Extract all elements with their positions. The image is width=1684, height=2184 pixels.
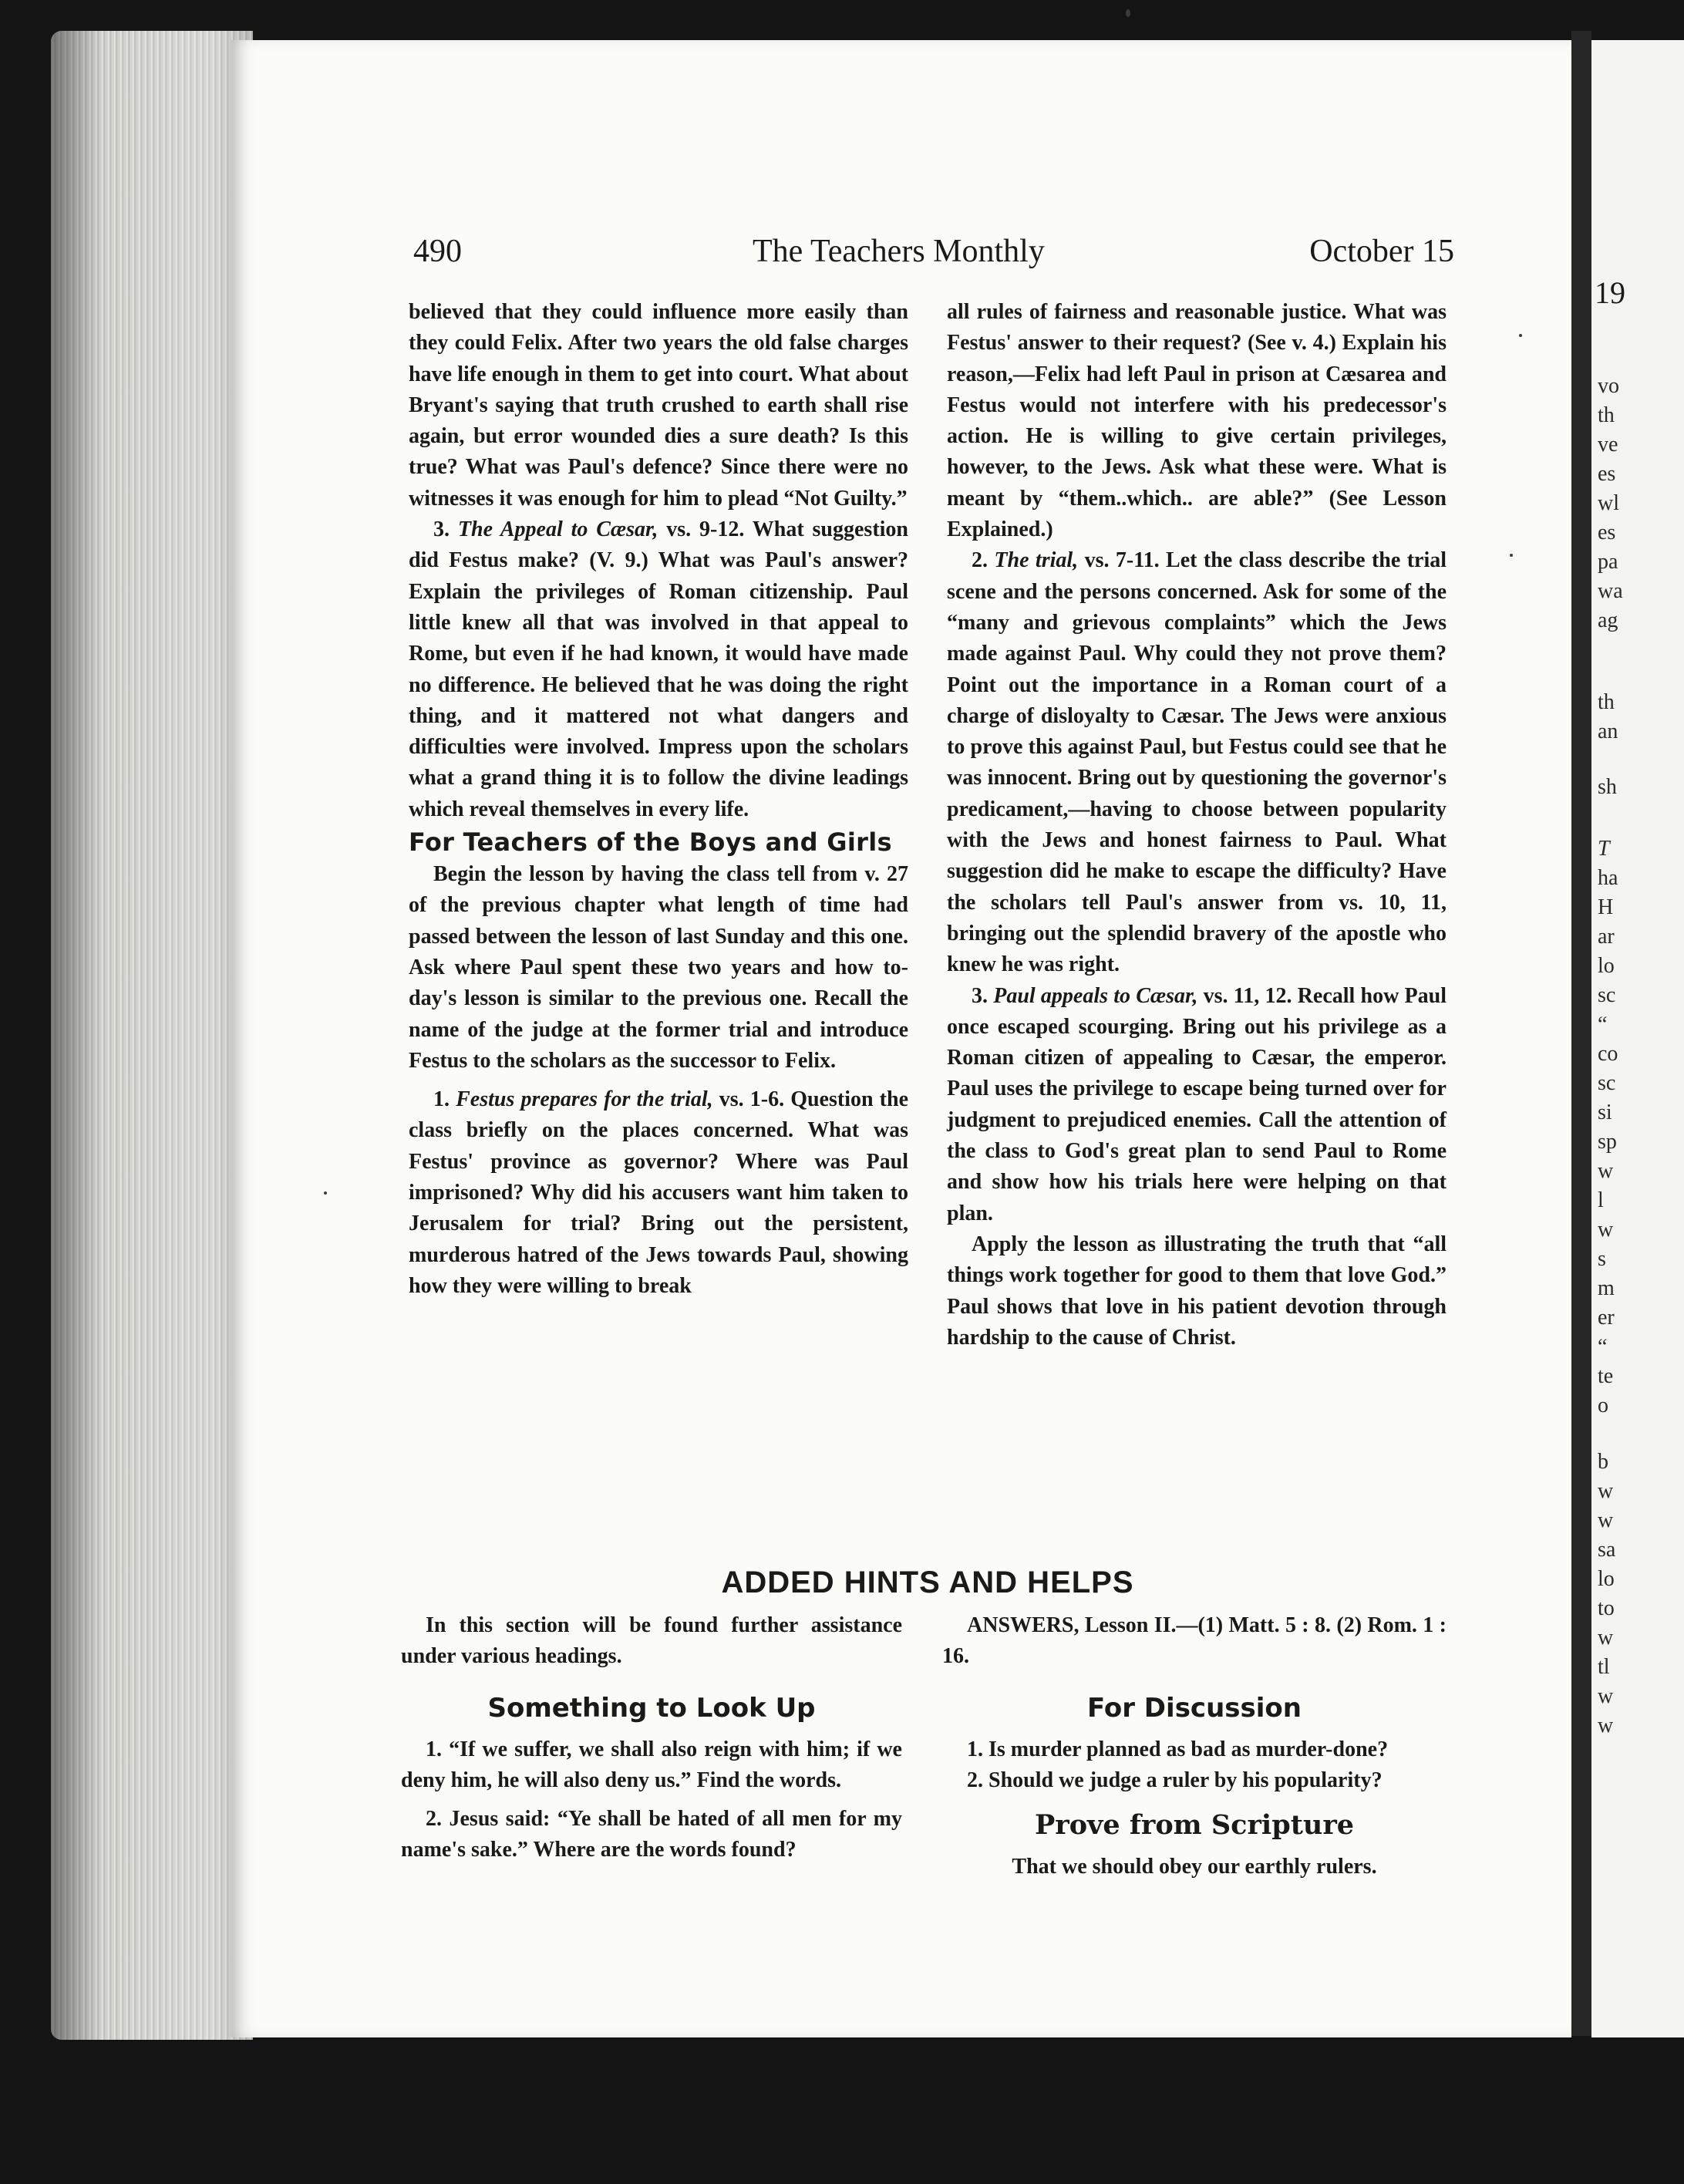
next-page-line-fragment: vo — [1598, 374, 1619, 398]
paragraph: believed that they could influence more easily than they could Felix. After two years the old false charges have life enough in them to get into court. What about Bryant's saying that truth crushed to earth shall rise again, but error wounded dies a sure death? Is this true? What was Paul's defence? Since there were no witnesses it was enough for him to plead “Not Guilty.” — [409, 300, 908, 511]
next-page-line-fragment: te — [1598, 1364, 1614, 1388]
discussion-item: 1. Is murder planned as bad as murder-done? — [967, 1737, 1389, 1761]
running-header — [413, 233, 1454, 279]
topic-heading: The trial, — [994, 548, 1079, 573]
next-page-line-fragment: an — [1598, 720, 1618, 743]
book-page-edges — [51, 31, 253, 2040]
next-page-line-fragment: wl — [1598, 491, 1619, 515]
next-page-line-fragment: s — [1598, 1247, 1606, 1271]
next-page-line-fragment: th — [1598, 403, 1615, 427]
page-number: 490 — [413, 234, 462, 269]
left-column — [409, 297, 908, 1302]
intro-paragraph: In this section will be found further assistance under various headings. — [401, 1613, 902, 1669]
paragraph: 3. Paul appeals to Cæsar, vs. 11, 12. Recall how Paul once escaped scourging. Bring out his privilege as a Roman citizen of appealing to Cæsar, the emperor. Paul uses the privilege to escape being turned over for judgment to prejudiced enemies. Call the attention of the class to God's great plan to send Paul to Rome and show how his trials here were helping on that plan. — [947, 983, 1447, 1225]
next-page-line-fragment: lo — [1598, 954, 1615, 978]
next-page-line-fragment: pa — [1598, 550, 1618, 574]
next-page-line-fragment: ha — [1598, 866, 1618, 890]
next-page-line-fragment: co — [1598, 1042, 1618, 1066]
next-page-line-fragment: si — [1598, 1100, 1612, 1124]
paragraph: all rules of fairness and reasonable justice. What was Festus' answer to their request? (See v. 4.) Explain his reason,—Felix had left Paul in prison at Cæsarea and Festus would not interfere with his predecessor's action. He is willing to give certain privileges, however, to the Jews. Ask what these were. What is meant by “them..which.. are able?” (See Lesson Explained.) — [947, 300, 1447, 542]
paragraph: Apply the lesson as illustrating the truth that “all things work together for good to them that love God.” Paul shows that love in his patient devotion through hardship to the cause of Christ. — [947, 1232, 1447, 1350]
paragraph: 1. Festus prepares for the trial, vs. 1-6. Question the class briefly on the places concerned. What was Festus' province as governor? Where was Paul imprisoned? Why did his accusers want him taken to Jerusalem for trial? Bring out the persistent, murderous hatred of the Jews towards Paul, showing how they were willing to break — [409, 1087, 908, 1298]
next-page-line-fragment: w — [1598, 1159, 1614, 1183]
next-page-line-fragment: wa — [1598, 579, 1623, 603]
paragraph: Begin the lesson by having the class tell from v. 27 of the previous chapter what length of time had passed between the lesson of last Sunday and this one. Ask where Paul spent these two years and how to-day's lesson is similar to the previous one. Recall the name of the judge at the former trial and introduce Festus to the scholars as the successor to Felix. — [409, 862, 908, 1073]
next-page-line-fragment: es — [1598, 462, 1616, 486]
next-page-line-fragment: “ — [1598, 1013, 1608, 1036]
discussion-heading: For Discussion — [1087, 1692, 1302, 1724]
look-up-heading: Something to Look Up — [487, 1692, 816, 1724]
hints-left-column — [401, 1610, 902, 1866]
section-subheading: For Teachers of the Boys and Girls — [409, 827, 892, 858]
next-page-line-fragment: tl — [1598, 1655, 1610, 1679]
next-page-line-fragment: “ — [1598, 1335, 1608, 1359]
prove-text: That we should obey our earthly rulers. — [1012, 1855, 1377, 1879]
next-page-line-fragment: w — [1598, 1218, 1614, 1242]
next-page-line-fragment: es — [1598, 521, 1616, 544]
discussion-item: 2. Should we judge a ruler by his popularity? — [967, 1768, 1383, 1792]
journal-title: The Teachers Monthly — [753, 234, 1045, 269]
topic-heading: Festus prepares for the trial, — [456, 1087, 713, 1112]
next-page-line-fragment: ar — [1598, 925, 1615, 949]
next-page-line-fragment: sp — [1598, 1130, 1617, 1154]
next-page-line-fragment: ve — [1598, 433, 1618, 457]
look-up-item: 2. Jesus said: “Ye shall be hated of all men for my name's sake.” Where are the words found? — [401, 1807, 902, 1862]
next-page-line-fragment: th — [1598, 690, 1615, 714]
next-page-line-fragment: er — [1598, 1306, 1615, 1330]
issue-date: October 15 — [1309, 234, 1454, 269]
next-page-line-fragment: w — [1598, 1714, 1614, 1737]
next-page-line-fragment: b — [1598, 1450, 1608, 1474]
next-page-line-fragment: sc — [1598, 1071, 1616, 1095]
next-page-line-fragment: ag — [1598, 608, 1618, 632]
next-page-line-fragment: w — [1598, 1508, 1614, 1532]
book-gutter — [1571, 31, 1591, 2036]
look-up-item: 1. “If we suffer, we shall also reign with him; if we deny him, he will also deny us.” Find the words. — [401, 1737, 902, 1792]
hints-right-column — [942, 1610, 1447, 1882]
next-page-number: 19 — [1595, 275, 1625, 310]
next-page-line-fragment: H — [1598, 895, 1614, 919]
next-page-line-fragment: w — [1598, 1626, 1614, 1650]
next-page-line-fragment: T — [1598, 837, 1610, 861]
next-page-line-fragment: m — [1598, 1276, 1615, 1300]
right-column — [947, 297, 1447, 1353]
section-title: ADDED HINTS AND HELPS — [721, 1566, 1134, 1599]
next-page-line-fragment: sh — [1598, 775, 1617, 799]
next-page-fragment — [1591, 40, 1684, 2037]
next-page-line-fragment: sa — [1598, 1538, 1616, 1562]
next-page-line-fragment: w — [1598, 1684, 1614, 1708]
next-page-line-fragment: o — [1598, 1394, 1608, 1417]
next-page-line-fragment: sc — [1598, 983, 1616, 1007]
next-page-line-fragment: w — [1598, 1479, 1614, 1503]
topic-heading: Paul appeals to Cæsar, — [993, 983, 1198, 1008]
paragraph: 3. The Appeal to Cæsar, vs. 9-12. What suggestion did Festus make? (V. 9.) What was Paul's answer? Explain the privileges of Roman citizenship. Paul little knew all that was involved in that appeal to Rome, but even if he had known, it would have made no difference. He believed that he was doing the right thing, and it mattered not what dangers and difficulties were involved. Impress upon the scholars what a grand thing it is to follow the divine leadings which reveal themselves in every life. — [409, 517, 909, 821]
answers-paragraph: ANSWERS, Lesson II.—(1) Matt. 5 : 8. (2) Rom. 1 : 16. — [942, 1613, 1447, 1669]
prove-heading: Prove from Scripture — [1034, 1809, 1355, 1842]
paragraph: 2. The trial, vs. 7-11. Let the class describe the trial scene and the persons concerned. Ask for some of the “many and grievous complaints” which the Jews made against Paul. Why could they not prove them? Point out the importance in a Roman court of a charge of disloyalty to Cæsar. The Jews were anxious to prove this against Paul, but Festus could see that he was innocent. Bring out by questioning the governor's predicament,—having to choose between popularity with the Jews and honest fairness to Paul. What suggestion did he make to escape the difficulty? Have the scholars tell Paul's answer from vs. 10, 11, bringing out the splendid bravery of the apostle who knew he was right. — [947, 548, 1447, 977]
topic-heading: The Appeal to Cæsar, — [457, 517, 658, 542]
next-page-line-fragment: lo — [1598, 1567, 1615, 1591]
next-page-line-fragment: to — [1598, 1596, 1615, 1620]
next-page-line-fragment: l — [1598, 1188, 1604, 1212]
